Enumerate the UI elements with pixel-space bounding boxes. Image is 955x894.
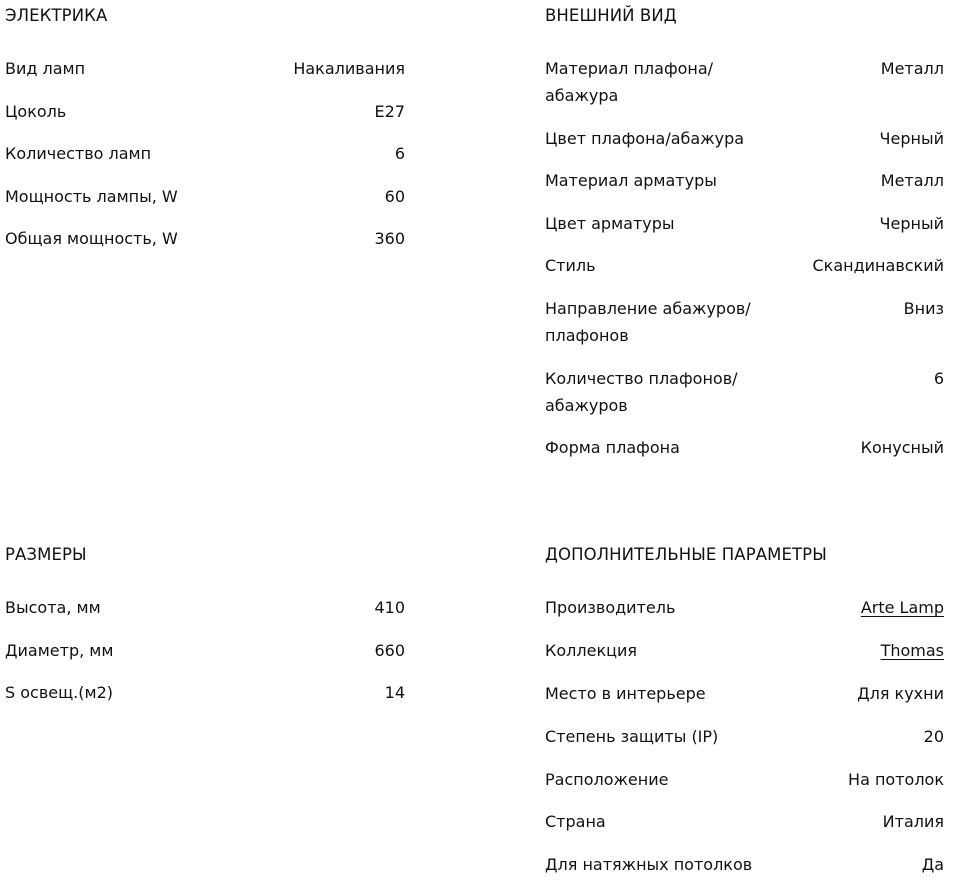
spec-label: Место в интерьере	[545, 683, 706, 703]
spec-row-interior-place	[545, 680, 944, 707]
section-title: ДОПОЛНИТЕЛЬНЫЕ ПАРАМЕТРЫ	[545, 545, 827, 564]
spec-value: Для кухни	[857, 683, 944, 703]
spec-row-manufacturer	[545, 594, 944, 621]
spec-value: Вниз	[903, 298, 944, 318]
spec-label: Стиль	[545, 256, 596, 276]
spec-value: Накаливания	[293, 59, 405, 78]
spec-label: Цвет арматуры	[545, 213, 675, 233]
spec-value: E27	[374, 101, 405, 121]
spec-value: Черный	[879, 213, 944, 233]
spec-label: Диаметр, мм	[5, 640, 114, 660]
spec-row-shade-count	[545, 365, 944, 419]
spec-value: Италия	[882, 812, 944, 832]
spec-label: Количество ламп	[5, 144, 152, 164]
spec-row-stretch-ceiling	[545, 851, 944, 878]
spec-label: Мощность лампы, W	[5, 186, 178, 206]
spec-row-height	[5, 594, 405, 621]
spec-label: Страна	[545, 812, 606, 832]
section-title: ВНЕШНИЙ ВИД	[545, 6, 677, 25]
spec-label: Цоколь	[5, 101, 67, 121]
spec-value: Металл	[880, 171, 944, 191]
spec-label: Материал плафона/ абажура	[545, 59, 714, 105]
spec-row-lamp-count	[5, 140, 405, 167]
spec-label: Цвет плафона/абажура	[545, 128, 745, 148]
spec-label: Количество плафонов/ абажуров	[545, 368, 738, 415]
spec-row-light-area	[5, 679, 405, 706]
spec-label: Степень защиты (IP)	[545, 726, 719, 746]
spec-row-lamp-power	[5, 183, 405, 210]
spec-value: 14	[384, 683, 405, 703]
spec-value: Металл	[880, 59, 944, 78]
spec-row-frame-material	[545, 167, 944, 194]
spec-row-ip-rating	[545, 723, 944, 750]
spec-label: Производитель	[545, 598, 676, 617]
spec-row-shade-shape	[545, 434, 944, 461]
spec-label: Материал арматуры	[545, 171, 717, 191]
spec-row-total-power	[5, 225, 405, 252]
spec-row-frame-color	[545, 210, 944, 237]
spec-value: 20	[923, 726, 944, 746]
spec-value: 60	[384, 186, 405, 206]
spec-value: 360	[374, 229, 405, 249]
spec-row-lamp-type	[5, 55, 405, 82]
collection-link[interactable]: Thomas	[880, 640, 944, 660]
spec-value: 6	[394, 144, 405, 164]
spec-row-style	[545, 252, 944, 279]
spec-value: 6	[933, 368, 944, 388]
spec-label: Направление абажуров/ плафонов	[545, 298, 751, 345]
spec-label: Высота, мм	[5, 598, 101, 617]
spec-row-shade-color	[545, 125, 944, 152]
spec-value: 660	[374, 640, 405, 660]
spec-label: Расположение	[545, 769, 669, 789]
spec-row-collection	[545, 637, 944, 664]
spec-value: На потолок	[848, 769, 944, 789]
spec-value: Конусный	[860, 438, 944, 458]
spec-row-diameter	[5, 637, 405, 664]
manufacturer-link[interactable]: Arte Lamp	[860, 598, 944, 617]
spec-value: Черный	[879, 128, 944, 148]
electric-section	[5, 2, 405, 268]
spec-label: Для натяжных потолков	[545, 855, 753, 875]
appearance-section	[545, 2, 944, 477]
spec-row-shade-direction	[545, 295, 944, 349]
spec-label: Вид ламп	[5, 59, 86, 78]
spec-label: Общая мощность, W	[5, 229, 178, 249]
spec-value: Да	[921, 855, 944, 875]
spec-row-shade-material	[545, 55, 944, 109]
spec-row-country	[545, 808, 944, 835]
spec-row-socket	[5, 98, 405, 125]
spec-value: 410	[374, 598, 405, 617]
spec-label: Коллекция	[545, 640, 638, 660]
dimensions-section	[5, 541, 405, 722]
section-title: ЭЛЕКТРИКА	[5, 6, 108, 25]
spec-label: Форма плафона	[545, 438, 680, 458]
spec-label: S освещ.(м2)	[5, 683, 113, 703]
section-title: РАЗМЕРЫ	[5, 545, 87, 564]
extra-params-section	[545, 541, 944, 894]
spec-row-placement	[545, 766, 944, 793]
spec-value: Скандинавский	[812, 256, 944, 276]
